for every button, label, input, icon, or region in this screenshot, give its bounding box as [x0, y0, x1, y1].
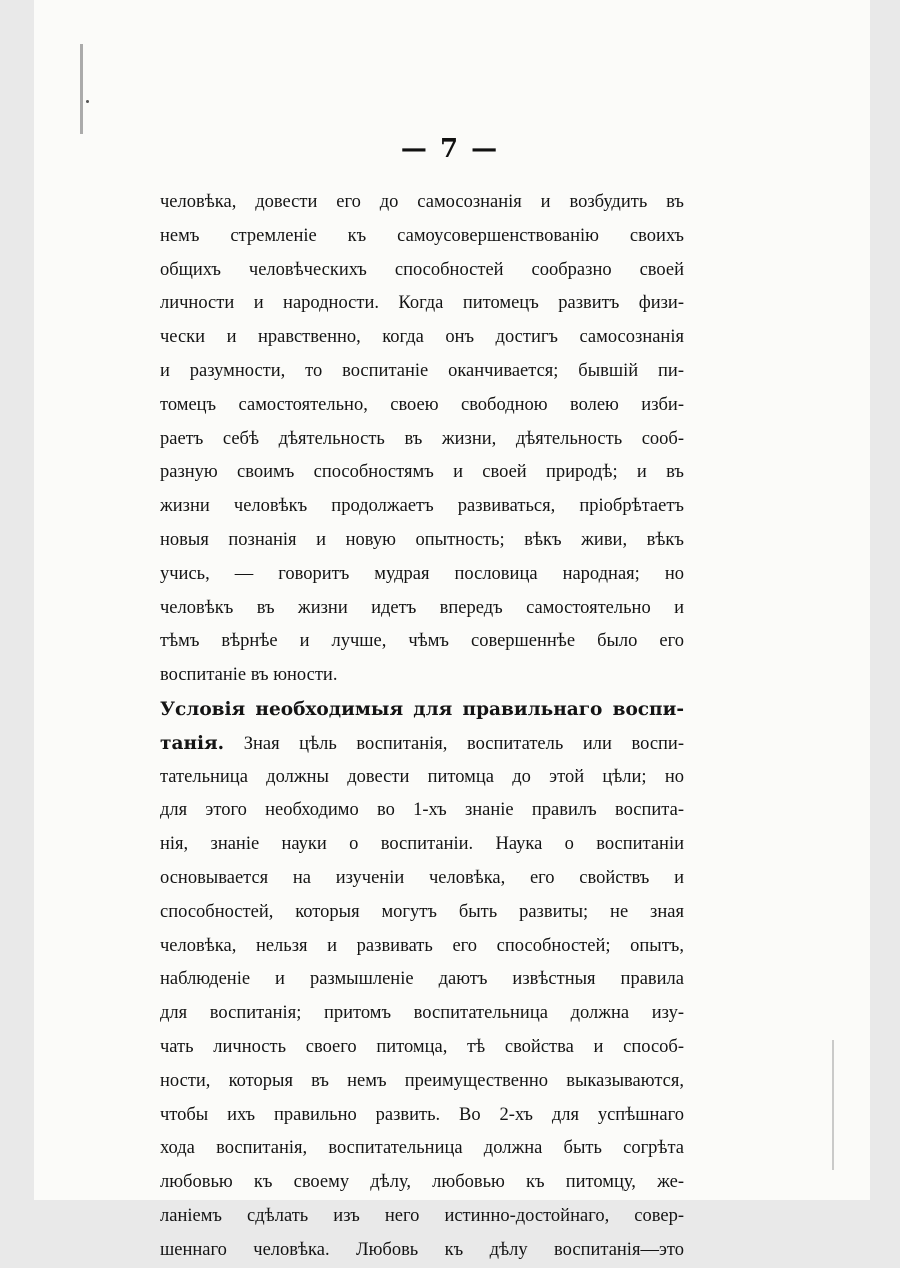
body-text: [160, 186, 684, 1268]
text-run: Зная цѣль воспитанія, воспитатель или воспи-: [224, 733, 684, 754]
text-line: общихъ человѣческихъ способностей сообразно своей: [160, 259, 684, 280]
text-line: хода воспитанія, воспитательница должна быть согрѣта: [160, 1138, 684, 1159]
text-line: способностей, которыя могутъ быть развиты; не зная: [160, 901, 684, 922]
text-line: томецъ самостоятельно, своею свободною волею изби-: [160, 394, 684, 415]
text-line: [160, 727, 684, 761]
text-line: любовью къ своему дѣлу, любовью къ питомцу, же-: [160, 1172, 684, 1193]
text-line: наблюденіе и размышленіе даютъ извѣстныя правила: [160, 969, 684, 990]
text-line: чески и нравственно, когда онъ достигъ самосознанія: [160, 327, 684, 348]
text-line: ности, которыя въ немъ преимущественно выказываются,: [160, 1070, 684, 1091]
text-line: чать личность своего питомца, тѣ свойства и способ-: [160, 1036, 684, 1057]
section-heading-end: танія.: [160, 732, 225, 754]
text-line: учись, — говоритъ мудрая пословица народная; но: [160, 563, 684, 584]
text-line: раетъ себѣ дѣятельность въ жизни, дѣятельность сооб-: [160, 428, 684, 449]
text-line: личности и народности. Когда питомецъ развитъ физи-: [160, 293, 684, 314]
scan-edge-mark-right: [832, 1040, 834, 1170]
text-line: человѣкъ въ жизни идетъ впередъ самостоятельно и: [160, 597, 684, 618]
text-line: разную своимъ способностямъ и своей природѣ; и въ: [160, 462, 684, 483]
text-line: жизни человѣкъ продолжаетъ развиваться, пріобрѣтаетъ: [160, 496, 684, 517]
text-line: и разумности, то воспитаніе оканчивается; бывшій пи-: [160, 360, 684, 381]
text-line: человѣка, довести его до самосознанія и возбудить въ: [160, 192, 684, 212]
scan-speck: [86, 100, 89, 103]
text-line: человѣка, нельзя и развивать его способностей; опытъ,: [160, 935, 684, 956]
section-heading-line: [160, 693, 684, 727]
text-line: ланіемъ сдѣлать изъ него истинно-достойнаго, совер-: [160, 1205, 684, 1226]
text-line: новыя познанія и новую опытность; вѣкъ живи, вѣкъ: [160, 529, 684, 550]
section-heading: Условія необходимыя для правильнаго воспи-: [160, 698, 684, 720]
page-number: — 7 —: [400, 134, 500, 164]
text-line: основывается на изученіи человѣка, его свойствъ и: [160, 867, 684, 888]
text-line: нія, знаніе науки о воспитаніи. Наука о воспитаніи: [160, 834, 684, 855]
text-line: для воспитанія; притомъ воспитательница должна изу-: [160, 1003, 684, 1024]
text-line: для этого необходимо во 1-хъ знаніе правилъ воспита-: [160, 800, 684, 821]
text-line: тательница должны довести питомца до этой цѣли; но: [160, 766, 684, 787]
text-line: воспитаніе въ юности.: [160, 665, 338, 686]
text-line: немъ стремленіе къ самоусовершенствованію своихъ: [160, 225, 684, 246]
scan-edge-mark: [80, 44, 83, 134]
text-line: чтобы ихъ правильно развить. Во 2-хъ для успѣшнаго: [160, 1104, 684, 1125]
text-line: тѣмъ вѣрнѣе и лучше, чѣмъ совершеннѣе было его: [160, 631, 684, 652]
text-line: шеннаго человѣка. Любовь къ дѣлу воспитанія—это: [160, 1239, 684, 1260]
